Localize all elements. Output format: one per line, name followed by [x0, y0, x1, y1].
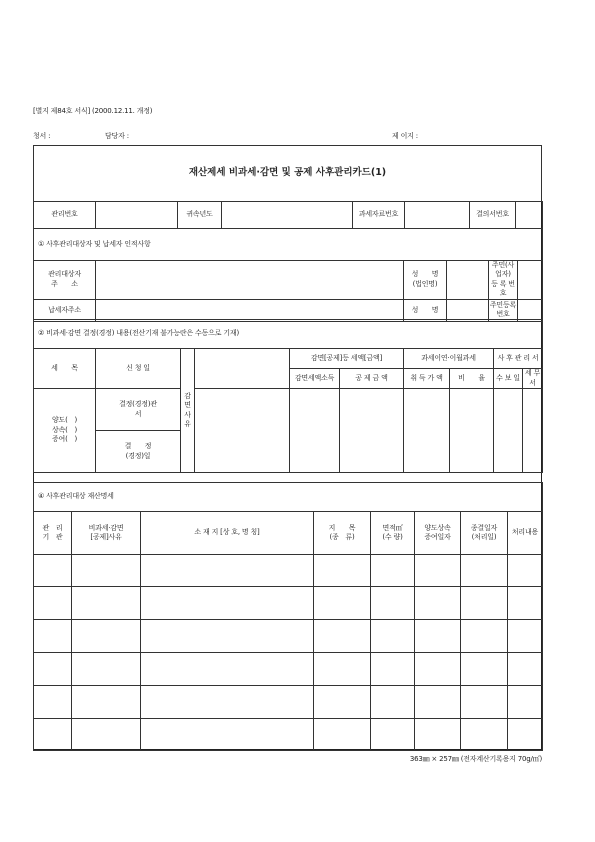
cell[interactable]	[72, 653, 141, 686]
cell[interactable]	[461, 555, 508, 587]
cell[interactable]	[314, 653, 371, 686]
cell[interactable]	[371, 719, 415, 751]
cell[interactable]	[415, 620, 461, 653]
cell[interactable]	[371, 653, 415, 686]
deduction-amount-field[interactable]	[340, 389, 404, 473]
cell[interactable]	[415, 719, 461, 751]
taxpayer-address-field[interactable]	[96, 299, 404, 321]
cell[interactable]	[415, 587, 461, 620]
apply-date-label: 신 청 일	[96, 349, 181, 389]
reason-blank	[195, 349, 290, 389]
types-label: 양도( ) 상속( ) 증여( )	[34, 389, 96, 473]
cell[interactable]	[141, 653, 314, 686]
cell[interactable]	[415, 555, 461, 587]
mgmt-no-label: 관리번호	[34, 202, 96, 229]
transfer-group-label: 과세이연·이월과세	[404, 349, 494, 369]
year-field[interactable]	[222, 202, 353, 229]
header-transfer-date: 양도상속 증여일자	[415, 512, 461, 555]
table-row	[34, 620, 543, 653]
cell[interactable]	[314, 555, 371, 587]
target-address-field[interactable]	[96, 261, 404, 300]
cell[interactable]	[371, 686, 415, 719]
cheong-seo-label: 청서 :	[33, 132, 51, 140]
header-location: 소 재 지 [상 호, 명 칭]	[141, 512, 314, 555]
header-end-date: 종결일자 (처리일)	[461, 512, 508, 555]
cell[interactable]	[141, 686, 314, 719]
taxpayer-no-field[interactable]	[405, 202, 470, 229]
cell[interactable]	[461, 620, 508, 653]
cell[interactable]	[141, 719, 314, 751]
cell[interactable]	[141, 587, 314, 620]
tax-office-field[interactable]	[523, 389, 543, 473]
table-row	[34, 653, 543, 686]
management-row	[33, 201, 543, 229]
cell[interactable]	[461, 653, 508, 686]
reduction-income-label: 감면세액소득	[290, 369, 340, 389]
cell[interactable]	[508, 555, 543, 587]
section3	[33, 482, 543, 751]
cell[interactable]	[34, 555, 72, 587]
form-number: [별지 제84호 서식] (2000.12.11. 개정)	[33, 107, 153, 115]
acq-price-field[interactable]	[404, 389, 450, 473]
cell[interactable]	[314, 719, 371, 751]
target-name-field[interactable]	[447, 261, 489, 300]
section1	[33, 228, 543, 322]
header-handling: 처리내용	[508, 512, 543, 555]
tax-item-label: 세 목	[34, 349, 96, 389]
cell[interactable]	[415, 653, 461, 686]
target-resident-field[interactable]	[518, 261, 543, 300]
cell[interactable]	[314, 686, 371, 719]
cell[interactable]	[508, 587, 543, 620]
cell[interactable]	[141, 555, 314, 587]
ratio-label: 비 율	[450, 369, 494, 389]
page-number-label: 제 이지 :	[392, 132, 418, 140]
section3-title: ④ 사후관리대상 재산명세	[34, 483, 543, 512]
decision-date-label: 결 정 (경정)일	[96, 431, 181, 473]
title-block	[33, 145, 542, 202]
decision-no-label: 결의서번호	[470, 202, 516, 229]
reduction-income-field[interactable]	[290, 389, 340, 473]
taxpayer-address-label: 납세자주소	[34, 299, 96, 321]
form-title: 재산제세 비과세·감면 및 공제 사후관리카드(1)	[34, 146, 542, 202]
report-date-field[interactable]	[494, 389, 523, 473]
cell[interactable]	[461, 719, 508, 751]
cell[interactable]	[461, 587, 508, 620]
post-group-label: 사 후 관 리 서	[494, 349, 543, 369]
acq-price-label: 취 득 가 액	[404, 369, 450, 389]
target-name-label: 성 명 (법인명)	[404, 261, 447, 300]
cell[interactable]	[34, 686, 72, 719]
taxpayer-name-label: 성 명	[404, 299, 447, 321]
cell[interactable]	[371, 555, 415, 587]
cell[interactable]	[508, 620, 543, 653]
reason-label: 감 면 사 유	[181, 349, 195, 473]
header-mgmt-agency: 관 리 기 관	[34, 512, 72, 555]
header-reason: 비과세·감면 [공제]사유	[72, 512, 141, 555]
reduction-group-label: 감면[공제]등 세액[금액]	[290, 349, 404, 369]
target-resident-label: 주민(사업자) 등 록 번 호	[489, 261, 518, 300]
taxpayer-resident-label: 주민등록번호	[489, 299, 518, 321]
section2-title: ② 비과세·감면 결정(경정) 내용(전산기재 불가능란은 수동으로 기재)	[34, 320, 543, 349]
damdangja-label: 담당자 :	[105, 132, 129, 140]
report-date-label: 수 보 일	[494, 369, 523, 389]
cell[interactable]	[34, 620, 72, 653]
table-row	[34, 686, 543, 719]
cell[interactable]	[34, 587, 72, 620]
cell[interactable]	[34, 719, 72, 751]
taxpayer-no-label: 과세자료번호	[353, 202, 405, 229]
cell[interactable]	[461, 686, 508, 719]
taxpayer-name-field[interactable]	[447, 299, 489, 321]
deduction-amount-label: 공 제 금 액	[340, 369, 404, 389]
cell[interactable]	[508, 719, 543, 751]
cell[interactable]	[72, 620, 141, 653]
cell[interactable]	[72, 555, 141, 587]
section2	[33, 319, 543, 473]
table-row	[34, 719, 543, 751]
cell[interactable]	[508, 653, 543, 686]
paper-spec: 363㎜ × 257㎜ (전자계산기록용지 70g/㎡)	[409, 755, 542, 763]
cell[interactable]	[141, 620, 314, 653]
ratio-field[interactable]	[450, 389, 494, 473]
cell[interactable]	[314, 587, 371, 620]
decision-type-label: 결정(경정)관 서	[96, 389, 181, 431]
cell[interactable]	[415, 686, 461, 719]
header-land-type: 지 목 (종 류)	[314, 512, 371, 555]
cell[interactable]	[72, 587, 141, 620]
table-row	[34, 587, 543, 620]
year-label: 귀속년도	[178, 202, 222, 229]
section1-title: ① 사후관리대상자 및 납세자 인적사항	[34, 229, 543, 261]
taxpayer-resident-field[interactable]	[518, 299, 543, 321]
reason-field[interactable]	[195, 389, 290, 473]
target-address-label: 관리대상자 주 소	[34, 261, 96, 300]
cell[interactable]	[314, 620, 371, 653]
table-row	[34, 555, 543, 587]
cell[interactable]	[371, 587, 415, 620]
cell[interactable]	[72, 719, 141, 751]
cell[interactable]	[508, 686, 543, 719]
mgmt-no-field[interactable]	[96, 202, 178, 229]
decision-no-field[interactable]	[516, 202, 543, 229]
cell[interactable]	[34, 653, 72, 686]
tax-office-label: 세 무 서	[523, 369, 543, 389]
header-area: 면적㎡ (수 량)	[371, 512, 415, 555]
cell[interactable]	[371, 620, 415, 653]
cell[interactable]	[72, 686, 141, 719]
